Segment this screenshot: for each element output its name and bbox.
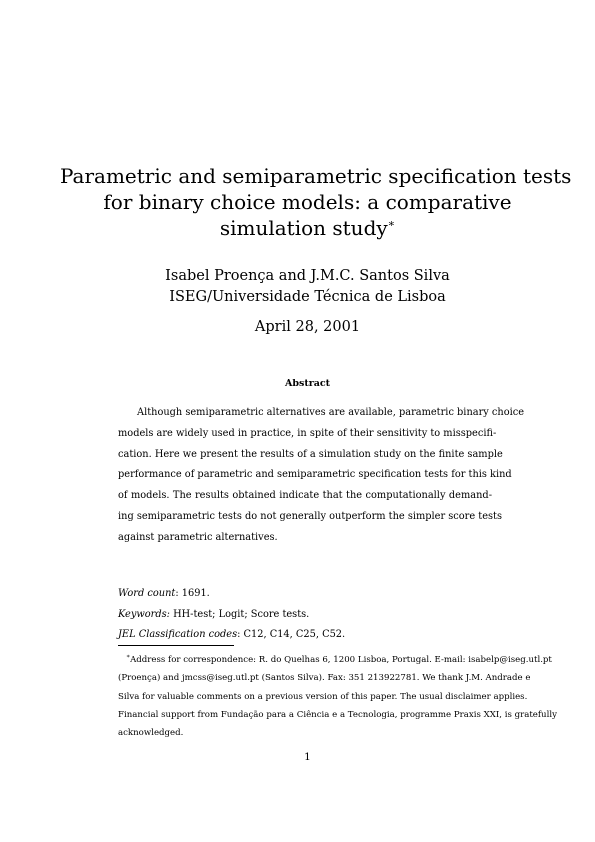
author-names: Isabel Proença and J.M.C. Santos Silva — [165, 268, 450, 284]
author-affiliation: ISEG/Universidade Técnica de Lisboa — [169, 289, 446, 305]
abstract-line: Although semiparametric alternatives are available, parametric binary choice — [137, 407, 525, 418]
keywords — [118, 605, 345, 626]
footnote-line: acknowledged. — [118, 728, 184, 739]
jel-value: : C12, C14, C25, C52. — [237, 629, 346, 640]
paper-title — [60, 163, 572, 241]
footnote-line: Financial support from Fundação para a Ciência e a Tecnologia, programme Praxis XXI, is gratefully — [118, 709, 557, 720]
jel-label: JEL Classification codes — [118, 629, 238, 640]
title-line-2: for binary choice models: a comparative — [103, 190, 512, 214]
abstract-line: cation. Here we present the results of a simulation study on the finite sample — [118, 448, 503, 460]
title-footnote-mark: ∗ — [387, 217, 396, 230]
title-line-1: Parametric and semiparametric specification tests — [60, 164, 572, 188]
footnote-line: (Proença) and jmcss@iseg.utl.pt (Santos Silva). Fax: 351 213922781. We thank J.M. Andrade e — [118, 673, 531, 684]
footnote-line — [118, 651, 552, 669]
paper-metadata — [118, 584, 345, 646]
word-count-label: Word count — [118, 588, 176, 599]
paper-date: April 28, 2001 — [254, 319, 361, 335]
title-line-3-text: simulation study — [219, 216, 388, 240]
word-count — [118, 584, 345, 605]
abstract-line: against parametric alternatives. — [118, 531, 278, 543]
abstract-line: of models. The results obtained indicate that the computationally demand- — [118, 490, 492, 502]
author-block — [60, 266, 555, 308]
footnote-line: Silva for valuable comments on a previous version of this paper. The usual disclaimer applies. — [118, 691, 528, 702]
word-count-value: : 1691. — [175, 588, 210, 599]
jel-codes — [118, 625, 345, 646]
keywords-label: Keywords: — [118, 608, 170, 620]
abstract-heading: Abstract — [284, 378, 331, 389]
abstract-line: ing semiparametric tests do not generally outperform the simpler score tests — [118, 510, 503, 522]
abstract-line: models are widely used in practice, in spite of their sensitivity to misspecifi- — [118, 427, 497, 439]
keywords-value: HH-test; Logit; Score tests. — [169, 608, 310, 620]
footnote — [118, 651, 557, 742]
abstract-line: performance of parametric and semiparametric specification tests for this kind — [118, 469, 512, 481]
title-line-3 — [60, 215, 555, 241]
abstract-body — [118, 403, 525, 549]
footnote-line-text: Address for correspondence: R. do Quelhas 6, 1200 Lisboa, Portugal. E-mail: isabelp@iseg.utl.pt — [130, 655, 552, 665]
footnote-rule — [118, 645, 234, 646]
page-number: 1 — [304, 751, 311, 763]
footnote-mark: ∗ — [126, 653, 131, 660]
